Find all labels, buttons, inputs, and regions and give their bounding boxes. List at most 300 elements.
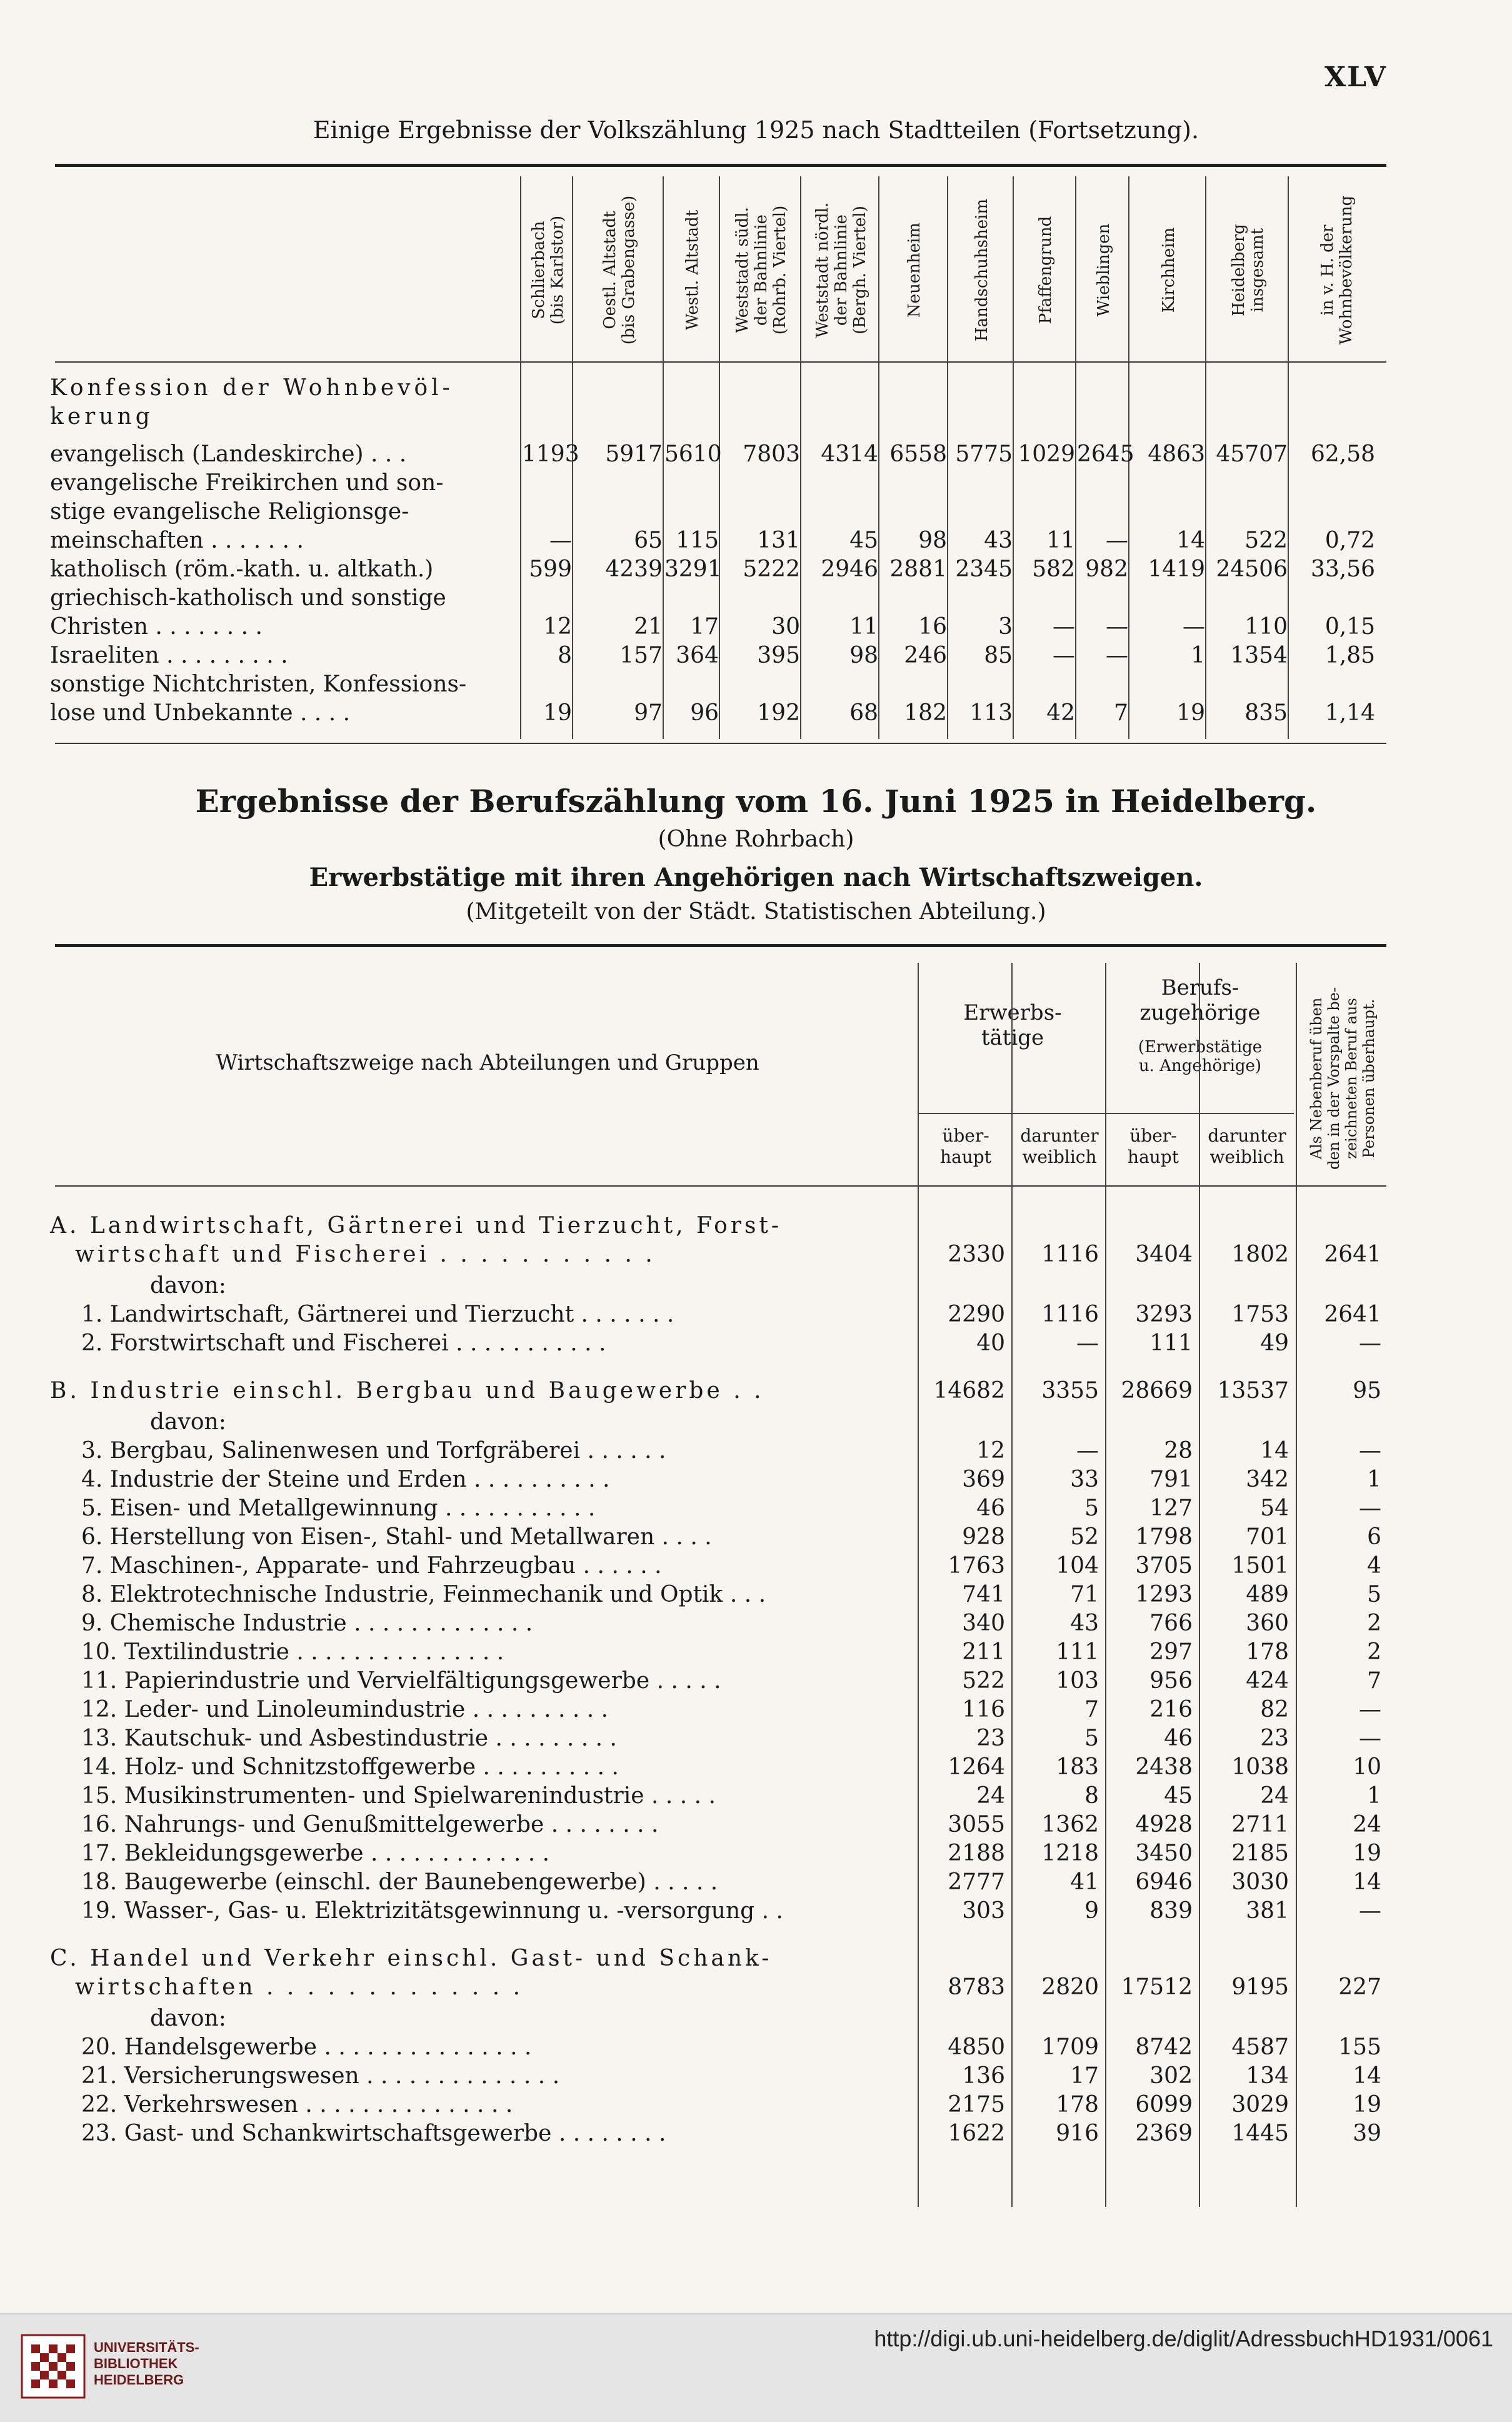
table2-item-label: 12. Leder- und Linoleumindustrie . . . . . . . . . . (81, 1697, 609, 1722)
table1-cell: 364 (676, 643, 719, 668)
table2-cell: 2175 (948, 2092, 1005, 2118)
table1-cell: 19 (1176, 700, 1205, 726)
table1-cell: 157 (619, 643, 663, 668)
table1-cell: 3 (998, 614, 1013, 640)
table1-cell: 0,15 (1324, 614, 1375, 640)
table2-cell: 52 (1070, 1524, 1099, 1550)
table2-cell: 43 (1070, 1610, 1099, 1636)
table1-cell: 131 (757, 528, 800, 553)
table2-cell: 9 (1084, 1898, 1099, 1924)
table2-cell: 19 (1353, 1841, 1381, 1866)
table2-item-label: 13. Kautschuk- und Asbestindustrie . . . . . . . . . (81, 1726, 618, 1751)
table1-col-header-text: Heidelberg insgesamt (1229, 224, 1267, 316)
table2-cell: 14 (1353, 1869, 1381, 1895)
table2-cell: 2188 (948, 1841, 1005, 1866)
table2-section-total: 3404 (1135, 1242, 1193, 1267)
table1-col-header-text: Oestl. Altstadt (bis Grabengasse) (600, 195, 638, 345)
table2-item-label: 9. Chemische Industrie . . . . . . . . . . . . . (81, 1610, 533, 1636)
table2-cell: 956 (1149, 1668, 1193, 1694)
table2-item-label: 15. Musikinstrumenten- und Spielwarenindustrie . . . . . (81, 1783, 716, 1809)
table1-col-header-text: Schlierbach (bis Karlstor) (529, 215, 567, 325)
table2-cell: 1445 (1231, 2121, 1289, 2146)
table2-cell: 297 (1149, 1639, 1193, 1665)
table1-cell: 11 (1046, 528, 1075, 553)
table1-cell: 522 (1244, 528, 1288, 553)
source-url-link[interactable]: http://digi.ub.uni-heidelberg.de/diglit/AdressbuchHD1931/0061 (874, 2326, 1493, 2351)
table1-col-header (522, 176, 574, 364)
table1-cell: 33,56 (1310, 556, 1375, 582)
table1-col-header-text: Weststadt nördl. der Bahnlinie (Bergh. Viertel) (813, 202, 869, 338)
table2-section-label: B. Industrie einschl. Bergbau und Baugewerbe . . (50, 1378, 764, 1404)
table2-cell: 2290 (948, 1302, 1005, 1327)
table1-cell: 30 (771, 614, 800, 640)
table1-col-header-text: Handschuhsheim (972, 198, 991, 342)
table2-cell: 82 (1260, 1697, 1289, 1722)
table2-section-total: 1802 (1231, 1242, 1289, 1267)
table2-cell: 127 (1149, 1495, 1193, 1521)
table2-cell: 791 (1149, 1467, 1193, 1492)
table2-cell: 33 (1070, 1467, 1099, 1492)
table1-cell: — (1106, 528, 1128, 553)
table1-cell: 1354 (1230, 643, 1288, 668)
table1-cell: 68 (849, 700, 878, 726)
table2-cell: 17 (1070, 2063, 1099, 2089)
table1-col-header (574, 176, 664, 364)
table1-cell: 7803 (743, 441, 800, 467)
table1-col-rule (1205, 176, 1206, 739)
table1-row-label: Christen . . . . . . . . (50, 614, 263, 640)
table1-cell: 11 (849, 614, 878, 640)
table2-cell: 2 (1367, 1639, 1381, 1665)
table2-section-total: 17512 (1121, 1974, 1193, 2000)
table2-section-label: A. Landwirtschaft, Gärtnerei und Tierzucht, Forst- (50, 1213, 783, 1239)
table1-cell: 5775 (955, 441, 1013, 467)
table2-cell: 136 (962, 2063, 1005, 2089)
table1-cell: 5610 (664, 441, 722, 467)
table1-col-header (949, 176, 1014, 364)
table2-section-total: 1116 (1041, 1242, 1099, 1267)
table2-cell: — (1076, 1438, 1099, 1464)
table1-cell: 45 (849, 528, 878, 553)
table2-section-total: 13537 (1217, 1378, 1289, 1404)
table2-cell: 7 (1084, 1697, 1099, 1722)
table2-cell: 216 (1149, 1697, 1193, 1722)
table1-cell: 85 (984, 643, 1013, 668)
table2-cell: 111 (1149, 1330, 1193, 1356)
table2-cell: 49 (1260, 1330, 1289, 1356)
table1-cell: — (1053, 614, 1075, 640)
table1-col-header-text: Weststadt südl. der Bahnlinie (Rohrb. Viertel) (733, 205, 789, 335)
table2-cell: 10 (1353, 1754, 1381, 1780)
table2-sub-total-1: über- haupt (940, 1125, 991, 1167)
table2-cell: 360 (1246, 1610, 1289, 1636)
table1-cell: 2645 (1077, 441, 1134, 467)
table1-col-rule (1013, 176, 1014, 739)
table1-cell: 4314 (821, 441, 878, 467)
table1-cell: 2345 (955, 556, 1013, 582)
table2-cell: 12 (976, 1438, 1005, 1464)
table1-cell: 98 (849, 643, 878, 668)
table2-section-total: 28669 (1121, 1378, 1193, 1404)
table2-davon-label: davon: (150, 1409, 226, 1435)
table1-col-rule (520, 176, 521, 739)
table1-col-header-text: Kirchheim (1159, 227, 1178, 313)
table1-title: Einige Ergebnisse der Volkszählung 1925 nach Stadtteilen (Fortsetzung). (313, 116, 1199, 144)
table2-section-total: 14682 (933, 1378, 1005, 1404)
table2-cell: 19 (1353, 2092, 1381, 2118)
table1-row-label: lose und Unbekannte . . . . (50, 700, 351, 726)
table1-cell: 1,85 (1324, 643, 1375, 668)
table2-cell: 6 (1367, 1524, 1381, 1550)
table1-cell: 12 (543, 614, 572, 640)
page-number: XLV (1324, 61, 1387, 93)
table2-cell: 183 (1056, 1754, 1099, 1780)
table2-cell: 1218 (1041, 1841, 1099, 1866)
table2-cell: — (1359, 1438, 1381, 1464)
table2-cell: 2185 (1231, 1841, 1289, 1866)
table2-cell: 1763 (948, 1553, 1005, 1579)
table2-top-rule (55, 944, 1386, 947)
table2-cell: 340 (962, 1610, 1005, 1636)
table1-cell: 2946 (821, 556, 878, 582)
table2-subheading-3: (Mitgeteilt von der Städt. Statistischen Abteilung.) (466, 899, 1046, 925)
table1-col-header (1289, 176, 1384, 364)
table1-col-header (721, 176, 802, 364)
table1-cell: 19 (543, 700, 572, 726)
table2-cell: 741 (962, 1582, 1005, 1607)
table2-cell: 39 (1353, 2121, 1381, 2146)
table2-item-label: 23. Gast- und Schankwirtschaftsgewerbe . . . . . . . . (81, 2121, 666, 2146)
table2-section-total: 95 (1353, 1378, 1381, 1404)
table1-cell: — (1053, 643, 1075, 668)
table2-cell: 916 (1056, 2121, 1099, 2146)
table1-cell: 98 (918, 528, 947, 553)
table2-cell: 41 (1070, 1869, 1099, 1895)
table1-cell: 42 (1046, 700, 1075, 726)
table1-cell: 17 (690, 614, 719, 640)
table2-item-label: 4. Industrie der Steine und Erden . . . . . . . . . . (81, 1467, 610, 1492)
table2-section-total: 2820 (1041, 1974, 1099, 2000)
table2-cell: 46 (1164, 1726, 1193, 1751)
table1-cell: — (549, 528, 572, 553)
university-logo-icon (19, 2332, 88, 2401)
table2-cell: 2777 (948, 1869, 1005, 1895)
table1-col-header (664, 176, 721, 364)
table2-item-label: 16. Nahrungs- und Genußmittelgewerbe . . . . . . . . (81, 1812, 659, 1837)
table1-col-header-text: Wieblingen (1094, 223, 1113, 317)
table1-cell: 5222 (743, 556, 800, 582)
table2-cell: 8742 (1135, 2034, 1193, 2060)
table2-section-total: 3355 (1041, 1378, 1099, 1404)
table2-cell: 1753 (1231, 1302, 1289, 1327)
table2-cell: 4587 (1231, 2034, 1289, 2060)
table1-col-header (1077, 176, 1130, 364)
table2-cell: 40 (976, 1330, 1005, 1356)
table1-col-rule (947, 176, 948, 739)
table2-group-berufszugehoerige: Berufs- zugehörige (1139, 975, 1261, 1025)
table2-cell: 2641 (1324, 1302, 1381, 1327)
table1-cell: 0,72 (1324, 528, 1375, 553)
table1-col-header (1207, 176, 1289, 364)
table2-item-label: 2. Forstwirtschaft und Fischerei . . . . . . . . . . . (81, 1330, 606, 1356)
table2-item-label: 6. Herstellung von Eisen-, Stahl- und Metallwaren . . . . (81, 1524, 712, 1550)
table1-cell: 97 (634, 700, 663, 726)
table1-col-rule (1288, 176, 1289, 739)
table2-davon-label: davon: (150, 2006, 226, 2031)
table2-cell: 14 (1353, 2063, 1381, 2089)
table1-top-rule (55, 164, 1386, 167)
table2-item-label: 3. Bergbau, Salinenwesen und Torfgräberei . . . . . . (81, 1438, 666, 1464)
table1-col-header-text: in v. H. der Wohnbevölkerung (1318, 195, 1356, 345)
table2-item-label: 22. Verkehrswesen . . . . . . . . . . . . . . . (81, 2092, 513, 2118)
table1-cell: 4863 (1148, 441, 1205, 467)
table1-cell: 21 (634, 614, 663, 640)
table2-group-erwerbstaetige: Erwerbs- tätige (963, 1000, 1062, 1050)
table2-cell: 155 (1338, 2034, 1381, 2060)
table1-cell: 582 (1032, 556, 1075, 582)
table2-section-label: C. Handel und Verkehr einschl. Gast- und Schank- (50, 1946, 773, 1971)
table2-section-total: 2330 (948, 1242, 1005, 1267)
table2-cell: — (1076, 1330, 1099, 1356)
table1-cell: — (1183, 614, 1205, 640)
table1-col-rule (878, 176, 879, 739)
table1-cell: 65 (634, 528, 663, 553)
table1-cell: 3291 (664, 556, 722, 582)
table1-cell: 115 (676, 528, 719, 553)
table2-cell: 6946 (1135, 1869, 1193, 1895)
table2-section-total: 227 (1338, 1974, 1381, 2000)
table1-cell: 395 (757, 643, 800, 668)
table2-cell: 3293 (1135, 1302, 1193, 1327)
table2-cell: 1264 (948, 1754, 1005, 1780)
table1-cell: 7 (1114, 700, 1128, 726)
table2-cell: 1709 (1041, 2034, 1099, 2060)
table2-cell: 3055 (948, 1812, 1005, 1837)
table2-cell: 46 (976, 1495, 1005, 1521)
table2-cell: 1116 (1041, 1302, 1099, 1327)
table2-heading: Ergebnisse der Berufszählung vom 16. Juni 1925 in Heidelberg. (195, 783, 1317, 820)
table2-section-label: wirtschaften . . . . . . . . . . . . . (75, 1974, 524, 2000)
table1-col-header (802, 176, 880, 364)
table2-subheading-1: (Ohne Rohrbach) (658, 827, 854, 852)
table2-col-label: Wirtschaftszweige nach Abteilungen und Gruppen (216, 1050, 759, 1075)
table1-cell: 14 (1176, 528, 1205, 553)
table2-cell: — (1359, 1898, 1381, 1924)
table2-cell: — (1359, 1726, 1381, 1751)
table2-cell: 2711 (1231, 1812, 1289, 1837)
table1-section-label: Konfession der Wohnbevöl- kerung (50, 375, 454, 430)
table2-cell: 342 (1246, 1467, 1289, 1492)
table1-cell: 2881 (889, 556, 947, 582)
table2-section-label: wirtschaft und Fischerei . . . . . . . . . . . (75, 1242, 656, 1267)
table1-row-label: sonstige Nichtchristen, Konfessions- (50, 671, 467, 697)
table2-cell: — (1359, 1697, 1381, 1722)
table2-section-total: 9195 (1231, 1974, 1289, 2000)
table2-cell: 3029 (1231, 2092, 1289, 2118)
table1-cell: 1419 (1148, 556, 1205, 582)
table2-cell: 7 (1367, 1668, 1381, 1694)
table2-section-total: 2641 (1324, 1242, 1381, 1267)
table2-cell: 1362 (1041, 1812, 1099, 1837)
table1-cell: 45707 (1216, 441, 1288, 467)
table1-cell: 982 (1085, 556, 1128, 582)
table1-cell: 4239 (605, 556, 663, 582)
table2-item-label: 21. Versicherungswesen . . . . . . . . . . . . . . (81, 2063, 560, 2089)
table2-cell: 24 (1260, 1783, 1289, 1809)
table1-row-label: evangelisch (Landeskirche) . . . (50, 441, 407, 467)
table1-row-label: evangelische Freikirchen und son- (50, 470, 444, 496)
table2-cell: 4928 (1135, 1812, 1193, 1837)
table2-cell: 303 (962, 1898, 1005, 1924)
table1-cell: 110 (1244, 614, 1288, 640)
table2-item-label: 10. Textilindustrie . . . . . . . . . . . . . . . (81, 1639, 504, 1665)
table2-cell: 2 (1367, 1610, 1381, 1636)
table1-col-rule (663, 176, 664, 739)
table2-sub-female-2: darunter weiblich (1208, 1125, 1286, 1167)
table1-col-header (1130, 176, 1207, 364)
table2-cell: 4 (1367, 1553, 1381, 1579)
table2-cell: 1293 (1135, 1582, 1193, 1607)
table2-cell: 8 (1084, 1783, 1099, 1809)
table2-cell: 134 (1246, 2063, 1289, 2089)
table2-cell: 522 (962, 1668, 1005, 1694)
table1-row-label: Israeliten . . . . . . . . . (50, 643, 288, 668)
table2-cell: 23 (976, 1726, 1005, 1751)
table2-cell: 766 (1149, 1610, 1193, 1636)
table2-cell: 5 (1367, 1582, 1381, 1607)
table2-cell: 369 (962, 1467, 1005, 1492)
table2-cell: 1798 (1135, 1524, 1193, 1550)
table2-cell: — (1359, 1330, 1381, 1356)
table2-cell: 178 (1056, 2092, 1099, 2118)
table2-cell: 928 (962, 1524, 1005, 1550)
table2-cell: 3450 (1135, 1841, 1193, 1866)
table1-cell: 62,58 (1310, 441, 1375, 467)
table2-cell: 4850 (948, 2034, 1005, 2060)
table1-col-rule (1075, 176, 1076, 739)
table2-cell: 1038 (1231, 1754, 1289, 1780)
table1-cell: 43 (984, 528, 1013, 553)
table2-cell: 489 (1246, 1582, 1289, 1607)
table1-col-header-text: Neuenheim (905, 222, 924, 318)
table2-last-col-header: Als Nebenberuf üben den in der Vorspalte be- zeichneten Beruf aus Personen überhaupt. (1308, 987, 1378, 1170)
table1-cell: 8 (558, 643, 572, 668)
table1-row-label: katholisch (röm.-kath. u. altkath.) (50, 556, 434, 582)
table2-cell: 3030 (1231, 1869, 1289, 1895)
table2-sub-total-2: über- haupt (1128, 1125, 1179, 1167)
table2-cell: 14 (1260, 1438, 1289, 1464)
table2-cell: 2369 (1135, 2121, 1193, 2146)
table2-davon-label: davon: (150, 1273, 226, 1299)
table2-section-total: 8783 (948, 1974, 1005, 2000)
table1-bottom-rule (55, 743, 1386, 744)
table2-cell: 116 (962, 1697, 1005, 1722)
table2-cell: 1 (1367, 1783, 1381, 1809)
table2-cell: 1 (1367, 1467, 1381, 1492)
table1-col-header (1014, 176, 1077, 364)
table2-cell: 103 (1056, 1668, 1099, 1694)
table1-row-label: griechisch-katholisch und sonstige (50, 585, 446, 611)
table2-cell: 701 (1246, 1524, 1289, 1550)
table2-cell: 839 (1149, 1898, 1193, 1924)
table2-cell: 45 (1164, 1783, 1193, 1809)
table1-cell: 1193 (522, 441, 579, 467)
table1-cell: 835 (1244, 700, 1288, 726)
table2-item-label: 19. Wasser-, Gas- u. Elektrizitätsgewinnung u. -versorgung . . (81, 1898, 783, 1924)
table2-cell: 104 (1056, 1553, 1099, 1579)
table2-cell: 111 (1056, 1639, 1099, 1665)
table2-cell: 424 (1246, 1668, 1289, 1694)
table1-cell: 599 (529, 556, 572, 582)
table1-col-header-text: Pfaffengrund (1036, 216, 1055, 324)
table2-header-rule (55, 1185, 1386, 1187)
table1-cell: 5917 (605, 441, 663, 467)
table2-cell: 23 (1260, 1726, 1289, 1751)
table1-col-header-text: Westl. Altstadt (683, 209, 702, 331)
table2-cell: 1622 (948, 2121, 1005, 2146)
table2-cell: 71 (1070, 1582, 1099, 1607)
table2-cell: 6099 (1135, 2092, 1193, 2118)
table2-item-label: 5. Eisen- und Metallgewinnung . . . . . . . . . . . (81, 1495, 596, 1521)
table1-col-header (880, 176, 949, 364)
table2-subheading-2: Erwerbstätige mit ihren Angehörigen nach Wirtschaftszweigen. (309, 863, 1203, 892)
table2-cell: 24 (976, 1783, 1005, 1809)
table1-cell: 96 (690, 700, 719, 726)
table2-cell: 302 (1149, 2063, 1193, 2089)
logo-text: UNIVERSITÄTS- BIBLIOTHEK HEIDELBERG (94, 2339, 199, 2388)
table2-cell: 1501 (1231, 1553, 1289, 1579)
table2-cell: 3705 (1135, 1553, 1193, 1579)
table2-cell: 24 (1353, 1812, 1381, 1837)
table1-col-rule (800, 176, 801, 739)
table2-cell: 54 (1260, 1495, 1289, 1521)
table1-cell: 246 (904, 643, 947, 668)
table2-item-label: 8. Elektrotechnische Industrie, Feinmechanik und Optik . . . (81, 1582, 766, 1607)
table2-cell: 5 (1084, 1726, 1099, 1751)
table2-cell: 381 (1246, 1898, 1289, 1924)
table2-cell: 178 (1246, 1639, 1289, 1665)
table1-cell: 182 (904, 700, 947, 726)
table2-cell: 28 (1164, 1438, 1193, 1464)
table1-cell: — (1106, 643, 1128, 668)
table2-item-label: 20. Handelsgewerbe . . . . . . . . . . . . . . . (81, 2034, 532, 2060)
table1-cell: 24506 (1216, 556, 1288, 582)
table2-sub-female-1: darunter weiblich (1020, 1125, 1099, 1167)
table2-item-label: 14. Holz- und Schnitzstoffgewerbe . . . . . . . . . . (81, 1754, 619, 1780)
table1-cell: 16 (918, 614, 947, 640)
table2-subheader-rule (919, 1113, 1294, 1114)
table2-item-label: 17. Bekleidungsgewerbe . . . . . . . . . . . . . (81, 1841, 550, 1866)
table2-cell: 5 (1084, 1495, 1099, 1521)
table1-cell: 6558 (889, 441, 947, 467)
table2-cell: — (1359, 1495, 1381, 1521)
table2-item-label: 1. Landwirtschaft, Gärtnerei und Tierzucht . . . . . . . (81, 1302, 674, 1327)
table1-cell: 1029 (1018, 441, 1075, 467)
table2-item-label: 11. Papierindustrie und Vervielfältigungsgewerbe . . . . . (81, 1668, 721, 1694)
table2-item-label: 7. Maschinen-, Apparate- und Fahrzeugbau . . . . . . (81, 1553, 662, 1579)
table2-cell: 211 (962, 1639, 1005, 1665)
table2-group-note: (Erwerbstätige u. Angehörige) (1138, 1038, 1263, 1075)
table2-cell: 2438 (1135, 1754, 1193, 1780)
table1-cell: 1 (1191, 643, 1205, 668)
table1-cell: 113 (969, 700, 1013, 726)
table1-cell: 192 (757, 700, 800, 726)
table2-item-label: 18. Baugewerbe (einschl. der Baunebengewerbe) . . . . . (81, 1869, 718, 1895)
table1-row-label: stige evangelische Religionsge- (50, 499, 409, 525)
table1-cell: — (1106, 614, 1128, 640)
table1-row-label: meinschaften . . . . . . . (50, 528, 304, 553)
table1-cell: 1,14 (1324, 700, 1375, 726)
